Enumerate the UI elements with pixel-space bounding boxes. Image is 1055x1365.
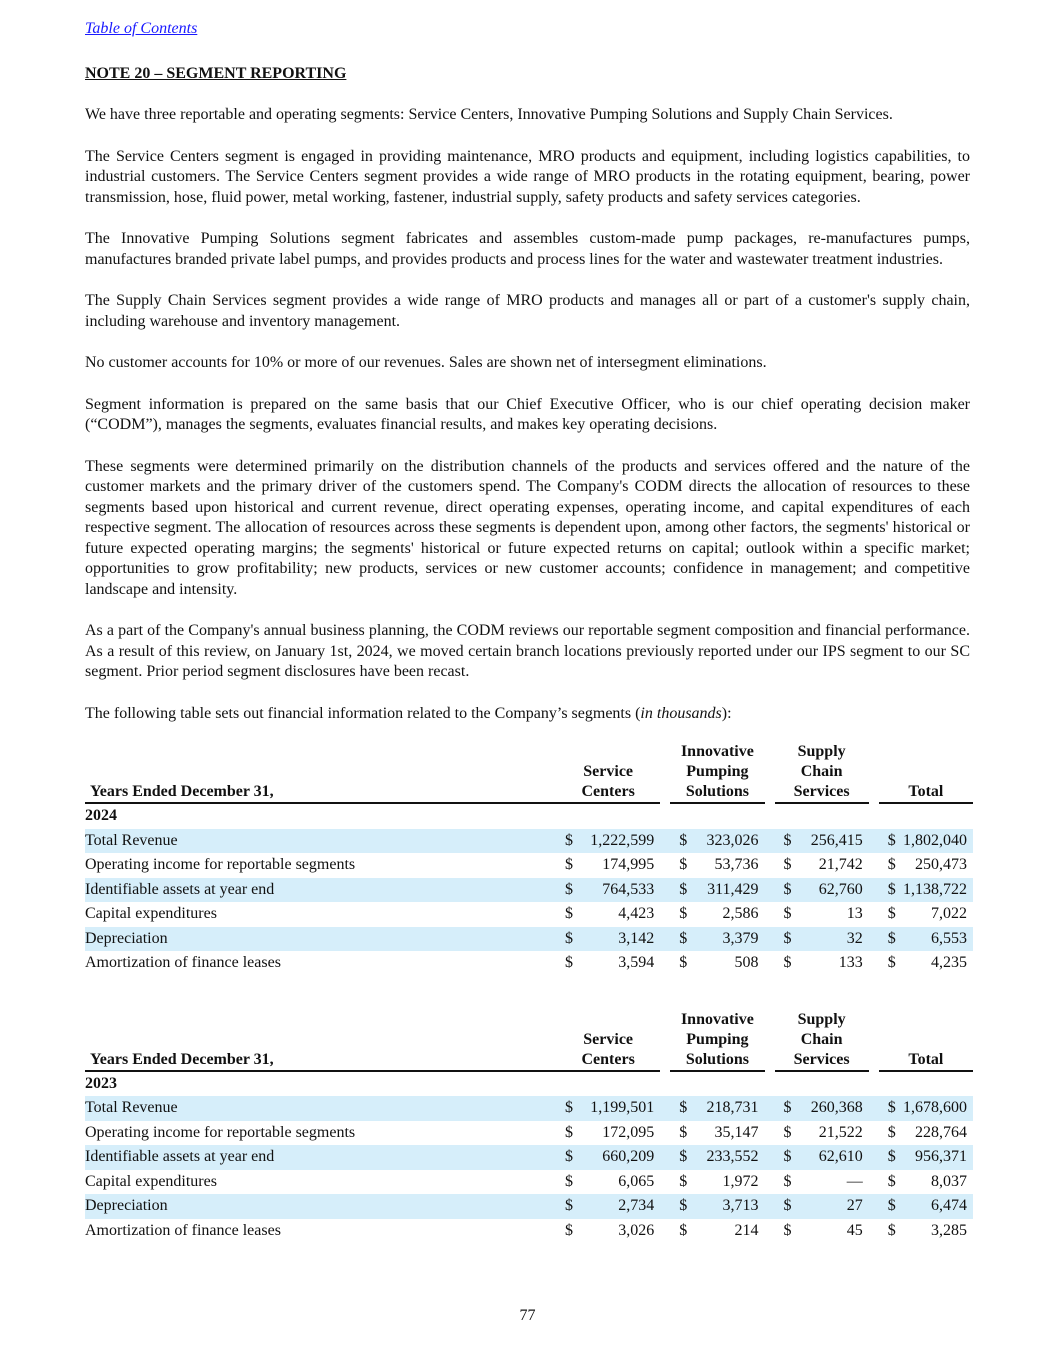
segment-table-2023 [85, 1010, 973, 1244]
column-gap [660, 951, 670, 976]
amount: 13 [846, 905, 863, 923]
currency-symbol: $ [887, 1123, 896, 1141]
service-centers-value [556, 1170, 660, 1195]
row-label: Amortization of finance leases [85, 1221, 281, 1239]
amount: 764,533 [602, 880, 655, 898]
ips-value [670, 927, 764, 952]
currency-symbol: $ [565, 1221, 574, 1239]
amount: 6,553 [931, 929, 967, 947]
column-gap [765, 1170, 775, 1195]
column-gap [765, 1145, 775, 1170]
currency-symbol: $ [679, 831, 688, 849]
column-gap [869, 878, 879, 903]
ips-value [670, 878, 764, 903]
column-gap [660, 1170, 670, 1195]
currency-symbol: $ [679, 954, 688, 972]
column-gap [869, 927, 879, 952]
currency-symbol: $ [565, 1099, 574, 1117]
table-row [85, 927, 973, 952]
currency-symbol: $ [565, 929, 574, 947]
amount: 3,594 [618, 954, 655, 972]
column-gap [765, 829, 775, 854]
currency-symbol: $ [783, 831, 792, 849]
row-label: Identifiable assets at year end [85, 1145, 556, 1170]
table-row [85, 951, 973, 976]
ips-value [670, 1194, 764, 1219]
amount: 311,429 [707, 880, 759, 898]
amount: 3,285 [931, 1221, 967, 1239]
total-value [879, 1170, 973, 1195]
currency-symbol: $ [565, 1172, 574, 1190]
currency-symbol: $ [783, 905, 792, 923]
column-gap [869, 1145, 879, 1170]
amount: 1,222,599 [590, 831, 655, 849]
amount: 508 [734, 954, 759, 972]
currency-symbol: $ [679, 1221, 688, 1239]
total-value [879, 1096, 973, 1121]
ips-value [670, 902, 764, 927]
amount: 8,037 [931, 1172, 967, 1190]
year-label: 2024 [85, 807, 117, 825]
column-gap [660, 878, 670, 903]
currency-symbol: $ [565, 1197, 574, 1215]
currency-symbol: $ [783, 1123, 792, 1141]
currency-symbol: $ [887, 1148, 896, 1166]
scs-value [775, 1170, 869, 1195]
column-gap [660, 1121, 670, 1146]
column-gap [765, 1096, 775, 1121]
service-centers-header: Service Centers [556, 742, 660, 804]
amount: 3,379 [722, 929, 759, 947]
column-gap [869, 1170, 879, 1195]
column-gap [869, 829, 879, 854]
currency-symbol: $ [783, 1148, 792, 1166]
currency-symbol: $ [679, 1197, 688, 1215]
service-centers-value [556, 829, 660, 854]
column-gap [765, 951, 775, 976]
ips-value [670, 1121, 764, 1146]
currency-symbol: $ [679, 1148, 688, 1166]
currency-symbol: $ [565, 954, 574, 972]
currency-symbol: $ [679, 1172, 688, 1190]
scs-value [775, 1145, 869, 1170]
amount: 27 [846, 1197, 863, 1215]
total-value [879, 951, 973, 976]
currency-symbol: $ [679, 1123, 688, 1141]
currency-symbol: $ [887, 929, 896, 947]
paragraph-service-centers: The Service Centers segment is engaged in providing maintenance, MRO products and equipment, including logistics capabilities, to industrial customers. The Service Centers segment provides a wide range of MRO products in the rotating equipment, bearing, power transmission, hose, fluid power, metal working, fastener, industrial supply, safety products and safety services categories. [85, 147, 970, 206]
ips-value [670, 853, 764, 878]
column-gap [869, 853, 879, 878]
amount: 2,586 [722, 905, 759, 923]
ips-header: Innovative Pumping Solutions [670, 1010, 764, 1072]
scs-value [775, 951, 869, 976]
currency-symbol: $ [887, 831, 896, 849]
currency-symbol: $ [887, 856, 896, 874]
amount: 956,371 [915, 1148, 967, 1166]
currency-symbol: $ [565, 1148, 574, 1166]
amount: 53,736 [714, 856, 759, 874]
currency-symbol: $ [887, 1172, 896, 1190]
paragraph-innovative-pumping: The Innovative Pumping Solutions segment fabricates and assembles custom-made pump packages, re-manufactures pumps, manufactures branded private label pumps, and provides products and process lines for the water and wastewater treatment industries. [85, 230, 970, 268]
amount: 32 [846, 929, 863, 947]
paragraph-recast: As a part of the Company's annual business planning, the CODM reviews our reportable segment composition and financial performance. As a result of this review, on January 1st, 2024, we moved certain branch locations previously reported under our IPS segment to our SC segment. Prior period segment disclosures have been recast. [85, 622, 970, 680]
total-value [879, 1121, 973, 1146]
paragraph-customer-concentration: No customer accounts for 10% or more of our revenues. Sales are shown net of intersegment eliminations. [85, 354, 767, 371]
column-gap [869, 1194, 879, 1219]
table-header-row [85, 742, 973, 804]
amount: 660,209 [602, 1148, 655, 1166]
scs-value [775, 927, 869, 952]
currency-symbol: $ [565, 1123, 574, 1141]
table-row [85, 1219, 973, 1244]
service-centers-value [556, 1194, 660, 1219]
total-value [879, 878, 973, 903]
ips-value [670, 951, 764, 976]
column-gap [660, 853, 670, 878]
column-gap [660, 902, 670, 927]
amount: 1,678,600 [903, 1099, 967, 1117]
amount: 6,474 [931, 1197, 967, 1215]
column-gap [660, 1219, 670, 1244]
column-gap [660, 1145, 670, 1170]
period-header: Years Ended December 31, [85, 1010, 556, 1072]
table-row [85, 878, 973, 903]
scs-value [775, 853, 869, 878]
currency-symbol: $ [887, 1221, 896, 1239]
amount: 1,972 [722, 1172, 759, 1190]
currency-symbol: $ [679, 880, 688, 898]
period-header: Years Ended December 31, [85, 742, 556, 804]
currency-symbol: $ [679, 905, 688, 923]
column-gap [869, 902, 879, 927]
paragraph-codm: Segment information is prepared on the same basis that our Chief Executive Officer, who is our chief operating decision maker (“CODM”), manages the segments, evaluates financial results, and makes key operating decisions. [85, 395, 970, 433]
currency-symbol: $ [783, 1221, 792, 1239]
service-centers-header: Service Centers [556, 1010, 660, 1072]
scs-value [775, 878, 869, 903]
document-page [85, 18, 970, 1243]
service-centers-value [556, 1096, 660, 1121]
scs-value [775, 1194, 869, 1219]
amount: 35,147 [714, 1123, 759, 1141]
row-label: Capital expenditures [85, 1172, 217, 1190]
amount: 260,368 [810, 1099, 863, 1117]
amount: 2,734 [618, 1197, 655, 1215]
table-row [85, 829, 973, 854]
amount: 4,235 [931, 954, 967, 972]
total-value [879, 829, 973, 854]
currency-symbol: $ [887, 905, 896, 923]
service-centers-value [556, 1145, 660, 1170]
amount: 174,995 [602, 856, 655, 874]
amount: 218,731 [706, 1099, 759, 1117]
amount: 228,764 [915, 1123, 967, 1141]
row-label: Total Revenue [85, 829, 556, 854]
table-row [85, 1121, 973, 1146]
amount: 323,026 [706, 831, 759, 849]
ips-value [670, 829, 764, 854]
table-of-contents-link[interactable]: Table of Contents [85, 20, 198, 37]
column-gap [660, 927, 670, 952]
column-gap [869, 951, 879, 976]
scs-value [775, 829, 869, 854]
amount: 21,742 [818, 856, 863, 874]
ips-value [670, 1170, 764, 1195]
amount: 1,802,040 [903, 831, 967, 849]
paragraph-resource-allocation: These segments were determined primarily on the distribution channels of the products and services offered and the nature of the customer markets and the primary driver of the customers spend. The Company's CODM directs the allocation of resources to these segments based upon historical and current revenue, direct operating expenses, operating income, and capital expenditures of each respective segment. The allocation of resources across these segments is dependent upon, among other factors, the segments' historical or future expected operating margins; the segments' historical or future expected returns on capital; outlook within a specific market; opportunities to grow profitability; new products, services or new customer accounts; confidence in management; and competitive landscape and intensity. [85, 457, 970, 598]
page-number: 77 [519, 1307, 536, 1324]
amount: — [846, 1172, 863, 1190]
amount: 250,473 [915, 856, 967, 874]
currency-symbol: $ [887, 1099, 896, 1117]
table-row [85, 1170, 973, 1195]
scs-value [775, 902, 869, 927]
scs-value [775, 1219, 869, 1244]
amount: 133 [838, 954, 863, 972]
column-gap [765, 927, 775, 952]
table-row [85, 1096, 973, 1121]
amount: 172,095 [602, 1123, 655, 1141]
currency-symbol: $ [783, 1197, 792, 1215]
scs-value [775, 1096, 869, 1121]
total-value [879, 902, 973, 927]
amount: 1,138,722 [903, 880, 967, 898]
total-header: Total [879, 742, 973, 804]
service-centers-value [556, 902, 660, 927]
row-label: Total Revenue [85, 1096, 556, 1121]
total-value [879, 853, 973, 878]
table-row [85, 853, 973, 878]
amount: 7,022 [931, 905, 967, 923]
column-gap [765, 1219, 775, 1244]
table-intro-prefix: The following table sets out financial information related to the Company’s segments ( [85, 704, 641, 722]
row-label: Depreciation [85, 927, 556, 952]
total-value [879, 1145, 973, 1170]
currency-symbol: $ [679, 856, 688, 874]
note-title: NOTE 20 – SEGMENT REPORTING [85, 65, 347, 82]
service-centers-value [556, 878, 660, 903]
table-intro-italic: in thousands [640, 704, 722, 722]
amount: 4,423 [618, 905, 655, 923]
row-label: Capital expenditures [85, 905, 217, 923]
currency-symbol: $ [565, 905, 574, 923]
paragraph-table-intro [85, 704, 970, 725]
scs-header: Supply Chain Services [775, 742, 869, 804]
paragraph-supply-chain: The Supply Chain Services segment provides a wide range of MRO products and manages all or part of a customer's supply chain, including warehouse and inventory management. [85, 292, 970, 330]
total-header: Total [879, 1010, 973, 1072]
currency-symbol: $ [565, 856, 574, 874]
column-gap [869, 1219, 879, 1244]
row-label: Operating income for reportable segments [85, 856, 356, 874]
column-gap [765, 878, 775, 903]
column-gap [765, 853, 775, 878]
row-label: Identifiable assets at year end [85, 878, 556, 903]
amount: 233,552 [706, 1148, 759, 1166]
column-gap [660, 1096, 670, 1121]
ips-value [670, 1145, 764, 1170]
currency-symbol: $ [565, 880, 574, 898]
currency-symbol: $ [887, 954, 896, 972]
column-gap [869, 1096, 879, 1121]
table-header-row [85, 1010, 973, 1072]
service-centers-value [556, 951, 660, 976]
column-gap [765, 1194, 775, 1219]
amount: 3,026 [618, 1221, 655, 1239]
currency-symbol: $ [783, 929, 792, 947]
currency-symbol: $ [565, 831, 574, 849]
column-gap [660, 1194, 670, 1219]
ips-header: Innovative Pumping Solutions [670, 742, 764, 804]
amount: 256,415 [810, 831, 863, 849]
column-gap [765, 902, 775, 927]
segment-tables [85, 742, 970, 1243]
amount: 3,713 [722, 1197, 759, 1215]
scs-value [775, 1121, 869, 1146]
segment-table-2024 [85, 742, 973, 976]
currency-symbol: $ [783, 954, 792, 972]
scs-header: Supply Chain Services [775, 1010, 869, 1072]
ips-value [670, 1219, 764, 1244]
amount: 6,065 [618, 1172, 655, 1190]
amount: 62,760 [818, 880, 863, 898]
currency-symbol: $ [783, 1172, 792, 1190]
service-centers-value [556, 853, 660, 878]
row-label: Operating income for reportable segments [85, 1123, 356, 1141]
table-row [85, 902, 973, 927]
row-label: Depreciation [85, 1194, 556, 1219]
table-row [85, 1145, 973, 1170]
column-gap [869, 1121, 879, 1146]
amount: 1,199,501 [590, 1099, 655, 1117]
service-centers-value [556, 1121, 660, 1146]
currency-symbol: $ [783, 856, 792, 874]
currency-symbol: $ [679, 929, 688, 947]
ips-value [670, 1096, 764, 1121]
amount: 21,522 [818, 1123, 863, 1141]
paragraph-segments-overview: We have three reportable and operating segments: Service Centers, Innovative Pumping Solutions and Supply Chain Services. [85, 106, 893, 123]
year-label: 2023 [85, 1074, 117, 1092]
service-centers-value [556, 927, 660, 952]
total-value [879, 1219, 973, 1244]
currency-symbol: $ [887, 880, 896, 898]
total-value [879, 927, 973, 952]
amount: 214 [734, 1221, 759, 1239]
table-intro-suffix: ): [721, 704, 732, 722]
column-gap [660, 829, 670, 854]
currency-symbol: $ [679, 1099, 688, 1117]
currency-symbol: $ [783, 880, 792, 898]
amount: 45 [846, 1221, 863, 1239]
service-centers-value [556, 1219, 660, 1244]
amount: 3,142 [618, 929, 655, 947]
currency-symbol: $ [887, 1197, 896, 1215]
currency-symbol: $ [783, 1099, 792, 1117]
total-value [879, 1194, 973, 1219]
table-row [85, 1194, 973, 1219]
amount: 62,610 [818, 1148, 863, 1166]
row-label: Amortization of finance leases [85, 954, 281, 972]
column-gap [765, 1121, 775, 1146]
